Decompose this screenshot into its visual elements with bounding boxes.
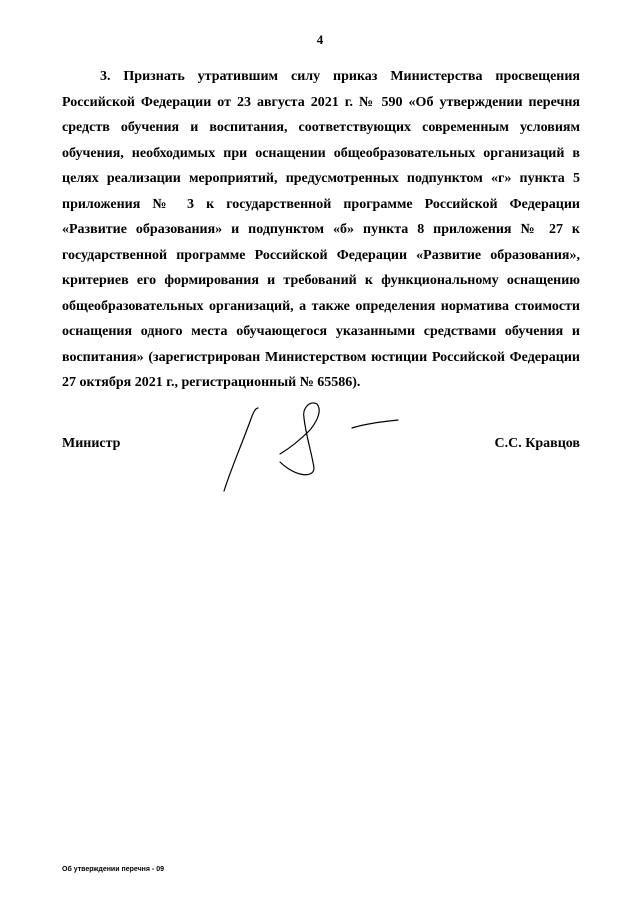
footer-note: Об утверждении перечня - 09 [62,866,164,873]
signer-title: Министр [62,436,121,451]
handwritten-signature [222,396,412,496]
page-number: 4 [316,32,324,47]
signer-name: С.С. Кравцов [494,436,580,451]
signature-block [62,436,580,516]
paragraph-3: 3. Признать утратившим силу приказ Министерства просвещения Российской Федерации от 23 августа 2021 г. № 590 «Об утверждении перечня средств обучения и воспитания, соответствующих современным условиям обучения, необходимых при оснащении общеобразовательных организаций в целях реализации мероприятий, предусмотренных подпунктом «г» пункта 5 приложения № 3 к государственной программе Российской Федерации «Развитие образования» и подпунктом «б» пункта 8 приложения № 27 к государственной программе Российской Федерации «Развитие образования», критериев его формирования и требований к функциональному оснащению общеобразовательных организаций, а также определения норматива стоимости оснащения одного места обучающегося указанными средствами обучения и воспитания» (зарегистрирован Министерством юстиции Российской Федерации 27 октября 2021 г., регистрационный № 65586). [62,69,580,390]
